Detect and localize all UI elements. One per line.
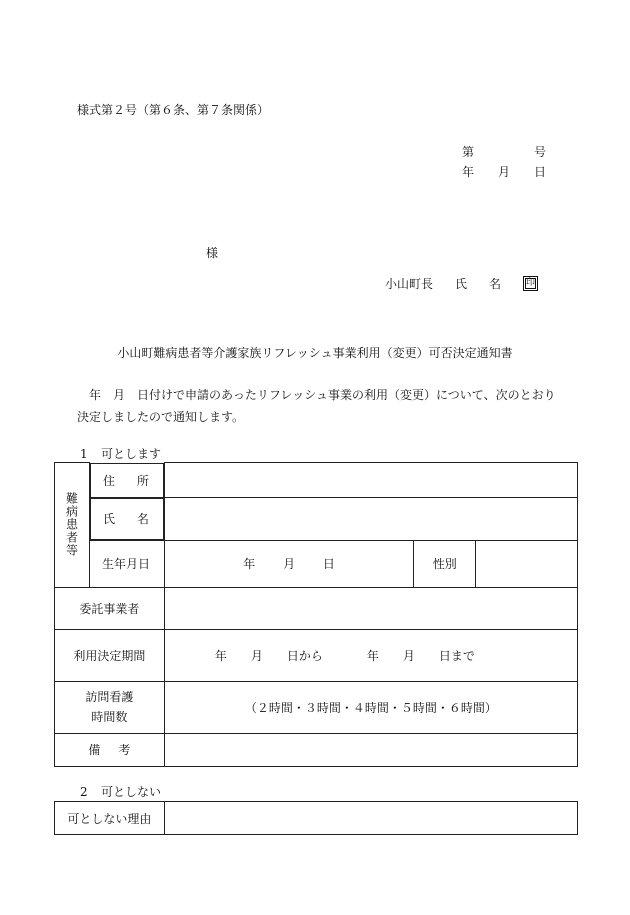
nursing-hours-label (55, 681, 165, 733)
address-label (90, 463, 164, 498)
period-to-day: 日まで (438, 648, 475, 663)
birth-month-unit: 月 (283, 557, 296, 571)
period-from-day: 日から (286, 648, 323, 663)
period-to-month: 月 (402, 648, 415, 663)
address-label-char-1: 住 (102, 473, 115, 488)
name-label (90, 498, 164, 540)
section-2-heading (80, 783, 161, 800)
remarks-field[interactable] (164, 733, 577, 766)
body-line-1: 年 月 日付けで申請のあったリフレッシュ事業の利用（変更）について、次のとおり (89, 388, 556, 402)
issue-day: 日 (533, 165, 546, 179)
remarks-label-char-2: 考 (118, 743, 131, 757)
sender-name-char-2: 名 (489, 277, 502, 291)
name-field[interactable] (164, 498, 577, 541)
document-number-line (462, 143, 546, 160)
period-label: 利用決定期間 (55, 629, 165, 681)
document-number-prefix: 第 (462, 145, 475, 159)
birth-year-unit: 年 (243, 557, 256, 571)
addressee-honorific: 様 (206, 246, 219, 260)
rejection-reason-label: 可としない理由 (55, 802, 165, 835)
patient-group-label: 難病患者等 (55, 463, 90, 588)
section-2-number: 2 (80, 785, 88, 799)
gender-label: 性別 (414, 540, 476, 587)
section-2-title: 可としない (101, 785, 162, 799)
birthdate-field[interactable] (164, 540, 413, 587)
period-field[interactable] (164, 629, 577, 681)
period-to-year: 年 (366, 648, 379, 663)
sender-title: 小山町長 (385, 277, 434, 291)
period-from-month: 月 (250, 648, 263, 663)
sender-block (385, 275, 538, 292)
approval-table (54, 462, 578, 767)
name-label-char-2: 名 (136, 512, 149, 526)
period-from-year: 年 (214, 648, 227, 663)
name-label-char-1: 氏 (102, 512, 115, 526)
address-label-char-2: 所 (136, 473, 149, 488)
gender-field[interactable] (476, 540, 578, 587)
rejection-table (54, 801, 578, 835)
seal-icon: 印 (523, 276, 538, 291)
form-number-label: 様式第２号（第６条、第７条関係） (77, 103, 270, 117)
body-line-2: 決定しましたので通知します。 (77, 410, 245, 424)
issue-year: 年 (462, 165, 475, 179)
section-1-title: 可とします (101, 447, 162, 461)
document-title: 小山町難病患者等介護家族リフレッシュ事業利用（変更）可否決定通知書 (117, 346, 513, 360)
nursing-hours-label-line-1: 訪問看護 (85, 690, 134, 704)
sender-name-char-1: 氏 (455, 277, 468, 291)
address-field[interactable] (164, 463, 577, 498)
body-text (77, 384, 557, 428)
remarks-label-char-1: 備 (88, 743, 101, 757)
remarks-label (55, 733, 165, 766)
section-1-number: 1 (80, 447, 88, 461)
issue-date-line (462, 163, 546, 180)
birthdate-label: 生年月日 (89, 540, 164, 587)
birth-day-unit: 日 (322, 557, 335, 571)
nursing-hours-options[interactable]: （２時間・３時間・４時間・５時間・６時間） (164, 681, 577, 733)
period-values (165, 647, 577, 664)
issue-month: 月 (497, 165, 510, 179)
contractor-label: 委託事業者 (55, 587, 165, 629)
document-number-suffix: 号 (533, 145, 546, 159)
section-1-heading (80, 445, 161, 462)
rejection-reason-field[interactable] (164, 802, 577, 835)
nursing-hours-label-line-2: 時間数 (91, 710, 128, 724)
contractor-field[interactable] (164, 587, 577, 629)
